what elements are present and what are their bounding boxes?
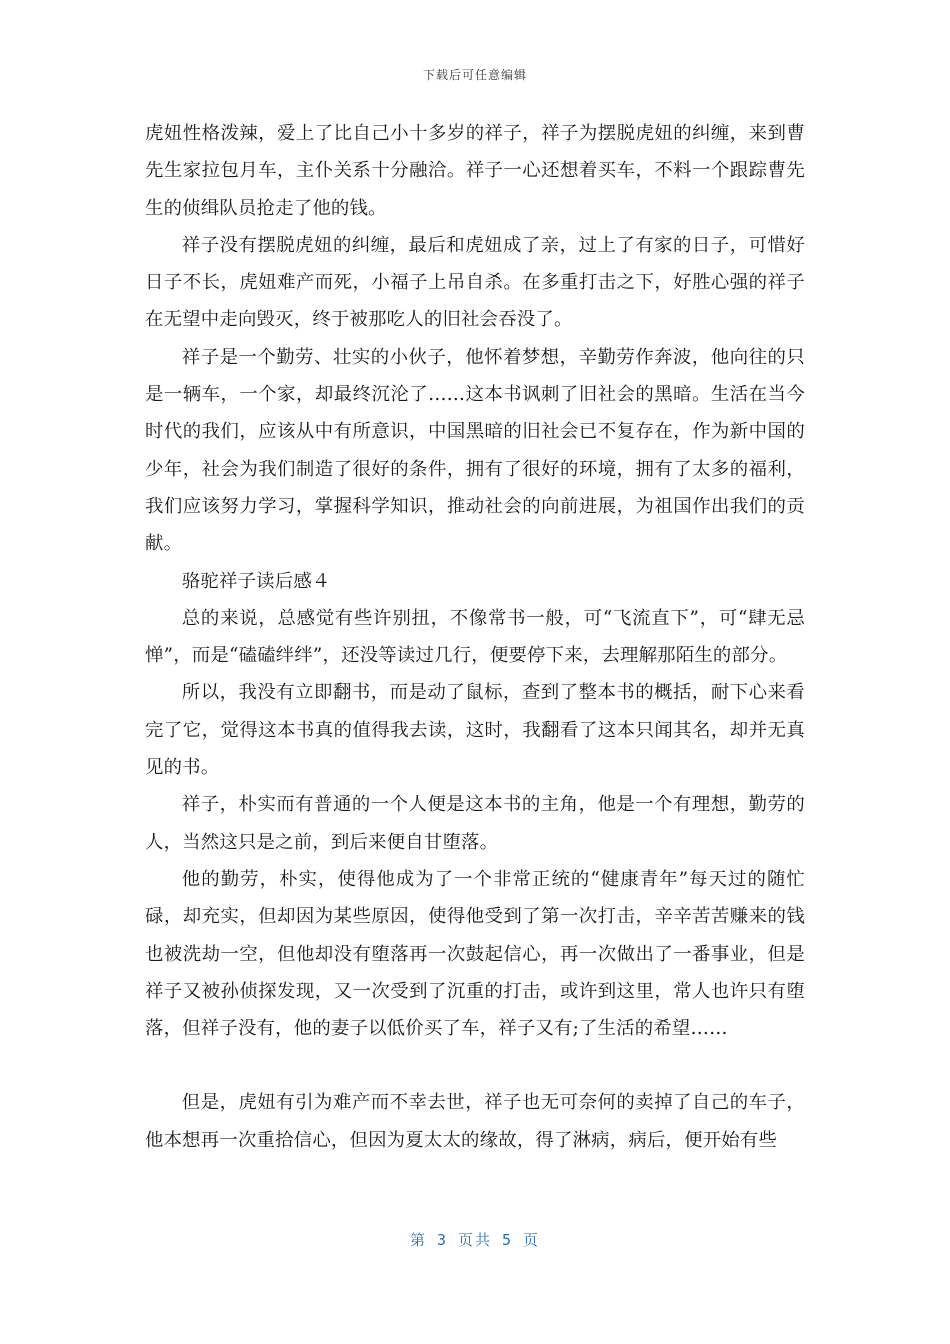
- paragraph-6: 祥子，朴实而有普通的一个人便是这本书的主角，他是一个有理想，勤劳的人，当然这只是之前，到后来便自甘堕落。: [145, 794, 805, 853]
- footer-suffix: 页: [523, 1231, 541, 1249]
- paragraph-2: 祥子没有摆脱虎妞的纠缠，最后和虎妞成了亲，过上了有家的日子，可惜好日子不长，虎妞难产而死，小福子上吊自杀。在多重打击之下，好胜心强的祥子在无望中走向毁灭，终于被那吃人的旧社会吞没了。: [145, 234, 805, 331]
- paragraph-3: 祥子是一个勤劳、壮实的小伙子，他怀着梦想，辛勤劳作奔波，他向往的只是一辆车，一个家，却最终沉沦了……这本书讽刺了旧社会的黑暗。生活在当今时代的我们，应该从中有所意识，中国黑暗的旧社会已不复存在，作为新中国的少年，社会为我们制造了很好的条件，拥有了很好的环境，拥有了太多的福利，我们应该努力学习，掌握科学知识，推动社会的向前进展，为祖国作出我们的贡献。: [145, 346, 805, 555]
- page-header-note: 下载后可任意编辑: [422, 68, 527, 82]
- document-body: [145, 115, 805, 1159]
- footer-middle: 页共: [457, 1231, 492, 1249]
- paragraph-8: 但是，虎妞有引为难产而不幸去世，祥子也无可奈何的卖掉了自己的车子，他本想再一次重拾信心，但因为夏太太的缘故，得了淋病，病后，便开始有些: [145, 1092, 805, 1151]
- paragraph-5: 所以，我没有立即翻书，而是动了鼠标，查到了整本书的概括，耐下心来看完了它，觉得这本书真的值得我去读，这时，我翻看了这本只闻其名，却并无真见的书。: [145, 682, 805, 779]
- section-heading: 骆驼祥子读后感４: [181, 570, 331, 592]
- paragraph-4: 总的来说，总感觉有些许别扭，不像常书一般，可“飞流直下”，可“肆无忌惮”，而是“磕磕绊绊”，还没等读过几行，便要停下来，去理解那陌生的部分。: [145, 607, 805, 667]
- paragraph-7: 他的勤劳，朴实，使得他成为了一个非常正统的“健康青年”每天过的随忙碌，却充实，但却因为某些原因，使得他受到了第一次打击，辛辛苦苦赚来的钱也被洗劫一空，但他却没有堕落再一次鼓起信心，再一次做出了一番事业，但是祥子又被孙侦探发现，又一次受到了沉重的打击，或许到这里，常人也许只有堕落，但祥子没有，他的妻子以低价买了车，祥子又有;了生活的希望……: [145, 868, 805, 1040]
- footer-current-page: 3: [436, 1231, 448, 1249]
- footer-total-pages: 5: [502, 1231, 514, 1249]
- footer-prefix: 第: [409, 1231, 427, 1249]
- paragraph-1: 虎妞性格泼辣，爱上了比自己小十多岁的祥子，祥子为摆脱虎妞的纠缠，来到曹先生家拉包月车，主仆关系十分融洽。祥子一心还想着买车，不料一个跟踪曹先生的侦缉队员抢走了他的钱。: [145, 123, 805, 219]
- page-footer: [0, 1229, 950, 1250]
